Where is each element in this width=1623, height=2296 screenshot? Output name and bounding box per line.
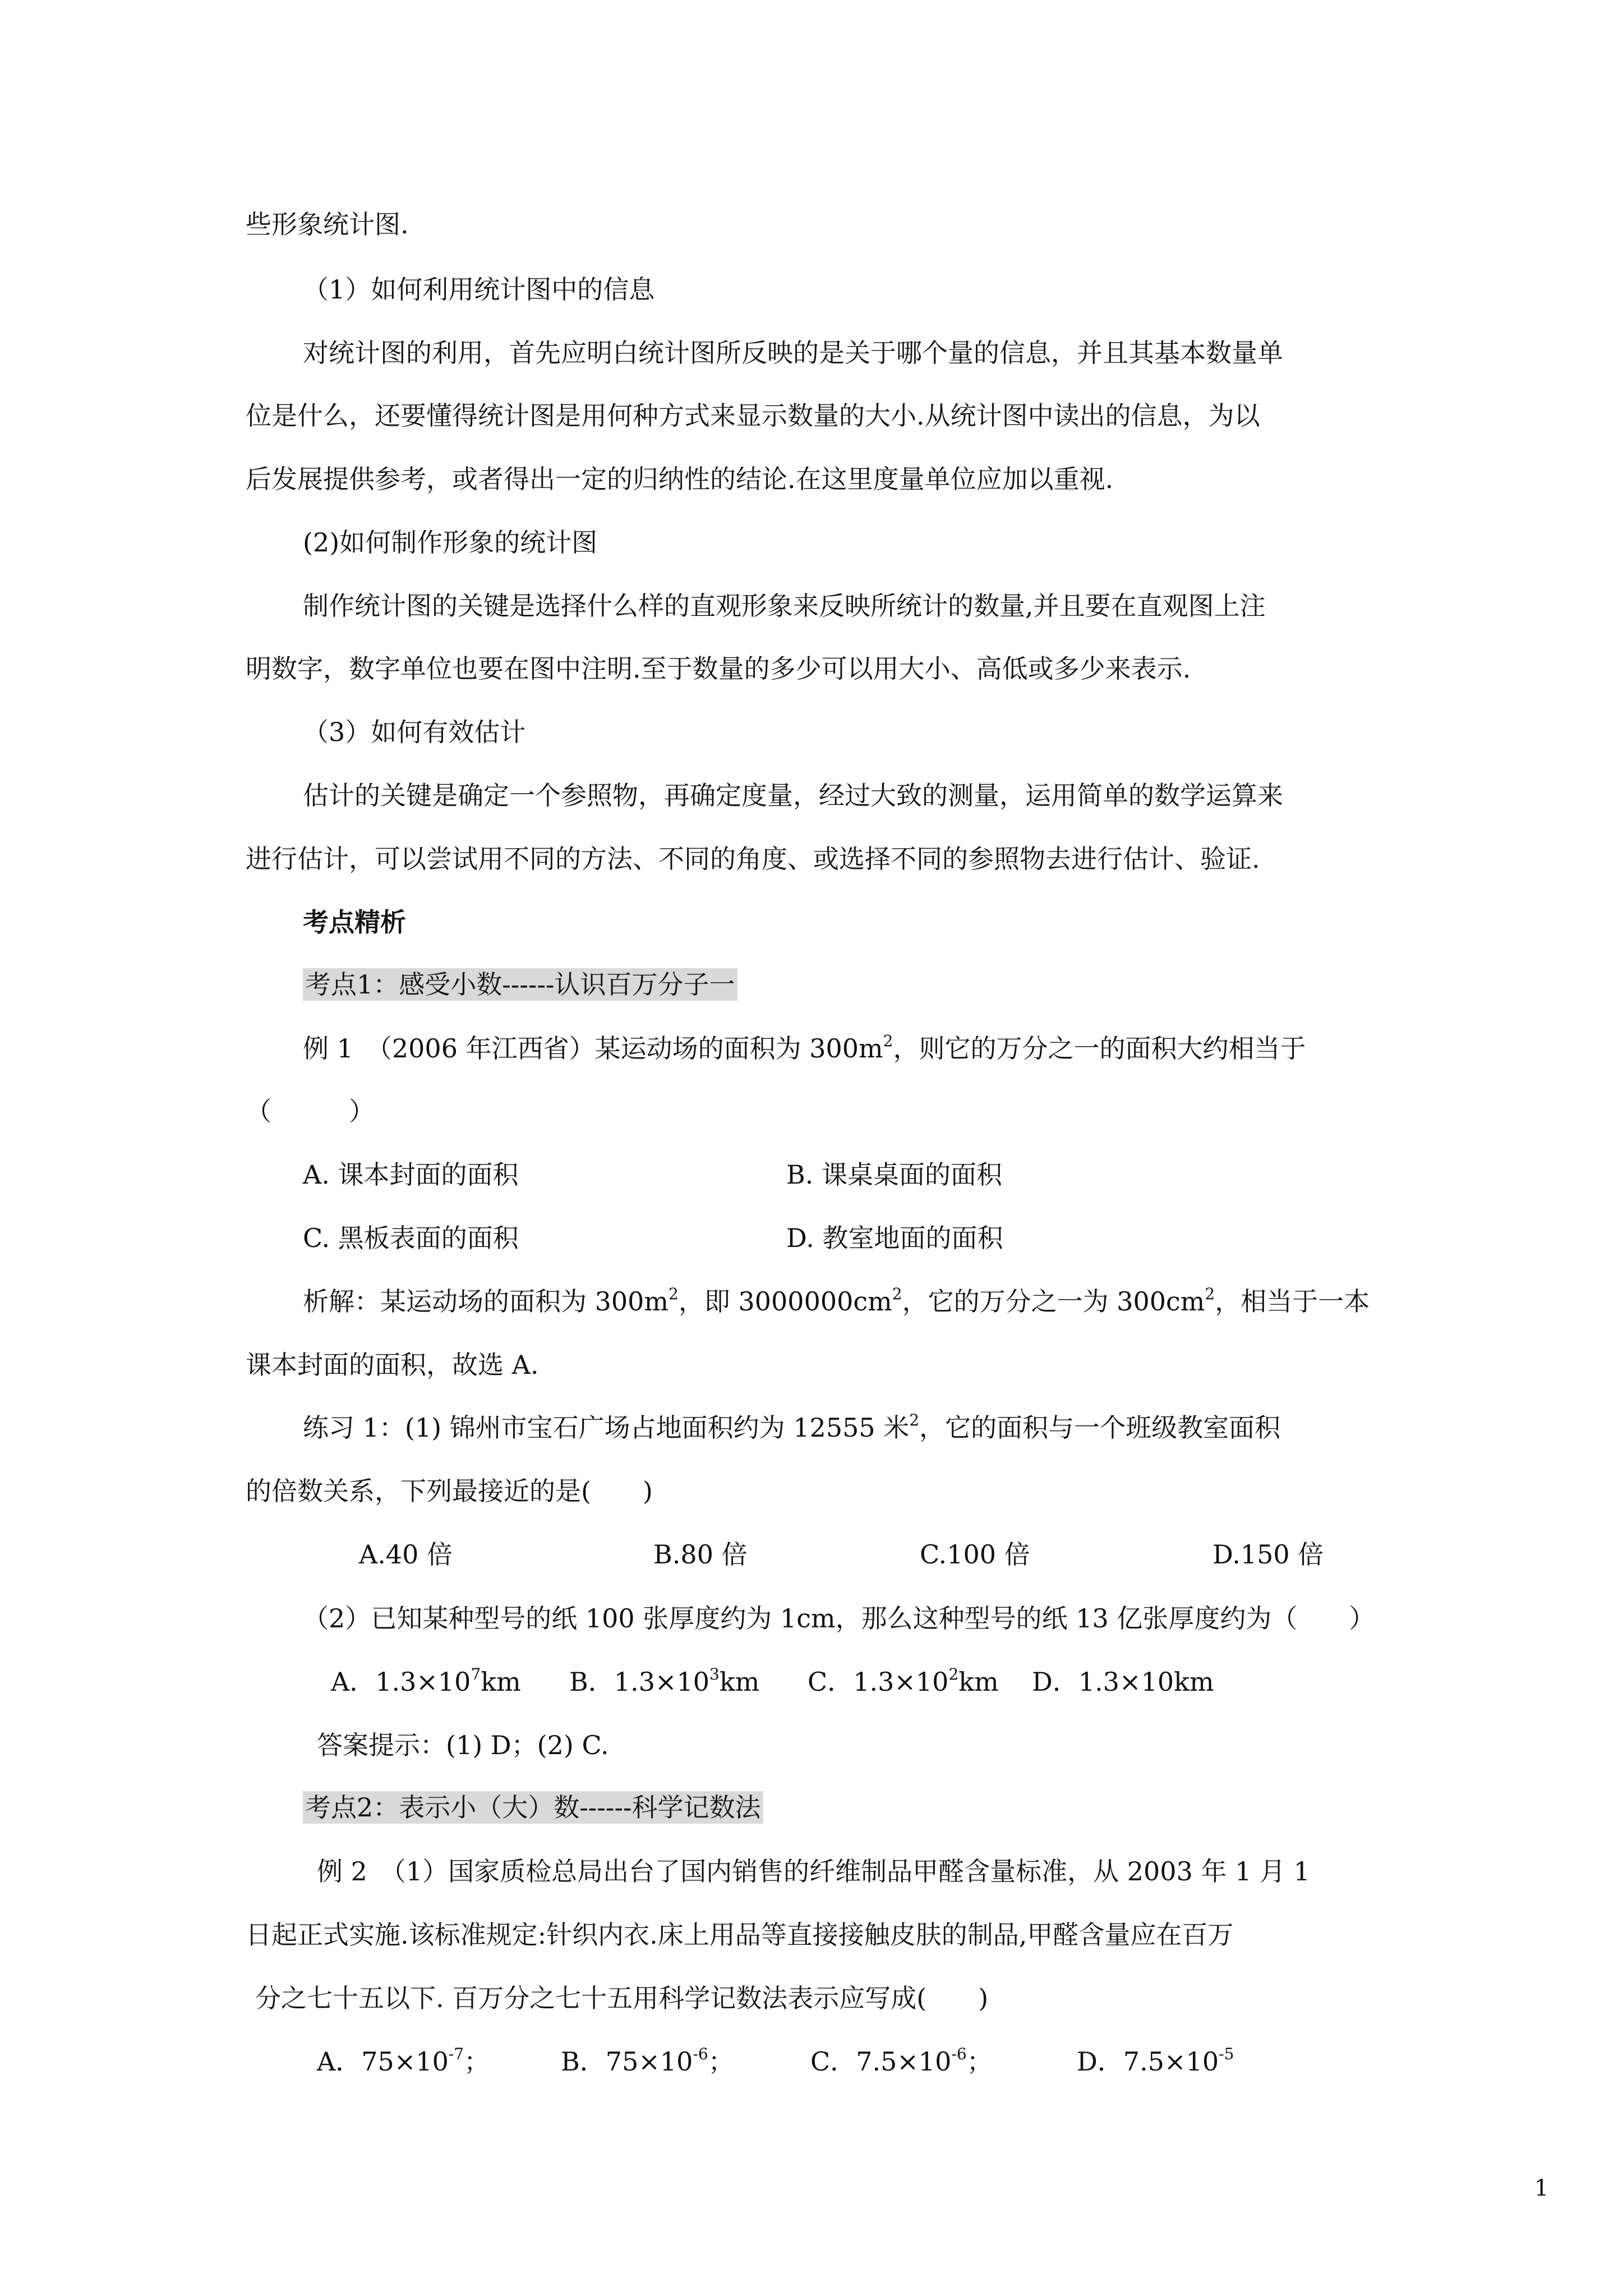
example-1-answer-blank: （ ） — [246, 1096, 375, 1126]
practice-1-option-d: D.150 倍 — [1212, 1539, 1324, 1570]
paragraph-2-line-1: 制作统计图的关键是选择什么样的直观形象来反映所统计的数量,并且要在直观图上注 — [303, 591, 1266, 621]
example-2-option-a-base: A．75×10 — [317, 2046, 449, 2077]
example-2-line-1: 例 2 （1）国家质检总局出台了国内销售的纤维制品甲醛含量标准，从 2003 年 1 月 1 — [317, 1856, 1310, 1887]
practice-1-line-2: 的倍数关系，下列最接近的是( ) — [246, 1476, 653, 1506]
paragraph-1-line-1: 对统计图的利用，首先应明白统计图所反映的是关于哪个量的信息，并且其基本数量单 — [303, 338, 1283, 368]
example-1-option-a: A. 课本封面的面积 — [303, 1159, 519, 1190]
practice-2-option-a-base: A．1.3×10 — [331, 1667, 471, 1697]
paragraph-3-line-1: 估计的关键是确定一个参照物，再确定度量，经过大致的测量，运用简单的数学运算来 — [303, 780, 1283, 811]
heading-1: （1）如何利用统计图中的信息 — [303, 274, 655, 305]
example-2-option-a-exponent: -7 — [448, 2045, 464, 2063]
topic-1-highlight: 考点1：感受小数------认识百万分子一 — [303, 968, 737, 1001]
practice-2-option-b-unit: km — [719, 1667, 760, 1697]
example-2-option-d — [1077, 2046, 1234, 2077]
answer-hint: 答案提示：(1) D；(2) C. — [317, 1730, 609, 1760]
paragraph-2-line-2: 明数字，数字单位也要在图中注明.至于数量的多少可以用大小、高低或多少来表示. — [246, 654, 1191, 684]
example-2-option-c-punct: ； — [966, 2046, 993, 2077]
example-2-option-b-exponent: -6 — [693, 2045, 708, 2063]
example-1-text-b: ，则它的万分之一的面积大约相当于 — [893, 1033, 1306, 1064]
example-2-option-b — [561, 2046, 734, 2077]
solution-text-c: ，它的万分之一为 300cm — [902, 1286, 1205, 1317]
practice-1-text-b: ，它的面积与一个班级教室面积 — [919, 1412, 1281, 1443]
practice-2-option-a-exponent: 7 — [471, 1665, 481, 1683]
practice-1-option-c: C.100 倍 — [920, 1539, 1030, 1570]
paragraph-3-line-2: 进行估计，可以尝试用不同的方法、不同的角度、或选择不同的参照物去进行估计、验证. — [246, 844, 1260, 874]
practice-1-line-1 — [303, 1412, 1280, 1443]
topic-2-title — [303, 1792, 763, 1823]
practice-2-option-b-base: B．1.3×10 — [569, 1667, 710, 1697]
practice-2-option-c-base: C．1.3×10 — [808, 1667, 949, 1697]
practice-1-option-b: B.80 倍 — [653, 1539, 748, 1570]
example-1-superscript: 2 — [883, 1032, 893, 1050]
example-1-text-a: 例 1 （2006 年江西省）某运动场的面积为 300m — [303, 1033, 883, 1064]
example-2-option-c — [810, 2046, 993, 2077]
solution-superscript-1: 2 — [668, 1285, 679, 1303]
section-title: 考点精析 — [303, 907, 406, 937]
paragraph-1-line-2: 位是什么，还要懂得统计图是用何种方式来显示数量的大小.从统计图中读出的信息，为以 — [246, 401, 1260, 431]
example-2-option-b-base: B．75×10 — [561, 2046, 693, 2077]
practice-2-option-b — [569, 1666, 759, 1697]
example-2-option-c-base: C．7.5×10 — [810, 2046, 952, 2077]
practice-2-option-a-unit: km — [481, 1667, 521, 1697]
practice-2-option-b-exponent: 3 — [709, 1665, 720, 1683]
example-2-option-a-punct: ； — [464, 2046, 490, 2077]
heading-3: （3）如何有效估计 — [303, 717, 526, 747]
example-1-line-1 — [303, 1033, 1306, 1064]
practice-1-superscript: 2 — [909, 1411, 920, 1429]
solution-text-d: ，相当于一本 — [1215, 1286, 1370, 1317]
example-1-option-b: B. 课桌桌面的面积 — [786, 1159, 1003, 1190]
practice-2-question: （2）已知某种型号的纸 100 张厚度约为 1cm，那么这种型号的纸 13 亿张厚度约为（ ） — [303, 1603, 1375, 1634]
paragraph-1-line-3: 后发展提供参考，或者得出一定的归纳性的结论.在这里度量单位应加以重视. — [246, 464, 1114, 494]
practice-2-option-a — [331, 1666, 521, 1697]
solution-text-a: 析解：某运动场的面积为 300m — [303, 1286, 669, 1317]
practice-1-text-a: 练习 1：(1) 锦州市宝石广场占地面积约为 12555 米 — [303, 1412, 910, 1443]
solution-superscript-2: 2 — [892, 1285, 902, 1303]
practice-1-option-a: A.40 倍 — [359, 1539, 453, 1570]
example-1-option-d: D. 教室地面的面积 — [786, 1223, 1003, 1253]
example-2-line-2: 日起正式实施.该标准规定:针织内衣.床上用品等直接接触皮肤的制品,甲醛含量应在百万 — [246, 1920, 1234, 1950]
practice-2-option-c-unit: km — [958, 1667, 999, 1697]
heading-2: (2)如何制作形象的统计图 — [303, 527, 598, 558]
example-2-option-b-punct: ； — [708, 2046, 734, 2077]
solution-1-line-2: 课本封面的面积，故选 A. — [246, 1350, 539, 1380]
solution-superscript-3: 2 — [1205, 1285, 1215, 1303]
page-number: 1 — [1534, 2175, 1549, 2201]
solution-1-line-1 — [303, 1286, 1370, 1317]
topic-1-title — [303, 969, 737, 1000]
example-2-option-a — [317, 2046, 490, 2077]
practice-2-option-c — [808, 1666, 999, 1697]
example-2-option-d-exponent: -5 — [1219, 2045, 1234, 2063]
practice-2-option-c-exponent: 2 — [948, 1665, 959, 1683]
topic-2-highlight: 考点2：表示小（大）数------科学记数法 — [303, 1791, 763, 1824]
example-2-option-d-base: D．7.5×10 — [1077, 2046, 1219, 2077]
example-2-line-3: 分之七十五以下. 百万分之七十五用科学记数法表示应写成( ) — [255, 1983, 989, 2013]
solution-text-b: ，即 3000000cm — [678, 1286, 892, 1317]
intro-continuation: 些形象统计图. — [246, 209, 409, 240]
example-1-option-c: C. 黑板表面的面积 — [303, 1223, 519, 1253]
practice-2-option-d: D．1.3×10km — [1032, 1667, 1214, 1697]
example-2-option-c-exponent: -6 — [951, 2045, 967, 2063]
